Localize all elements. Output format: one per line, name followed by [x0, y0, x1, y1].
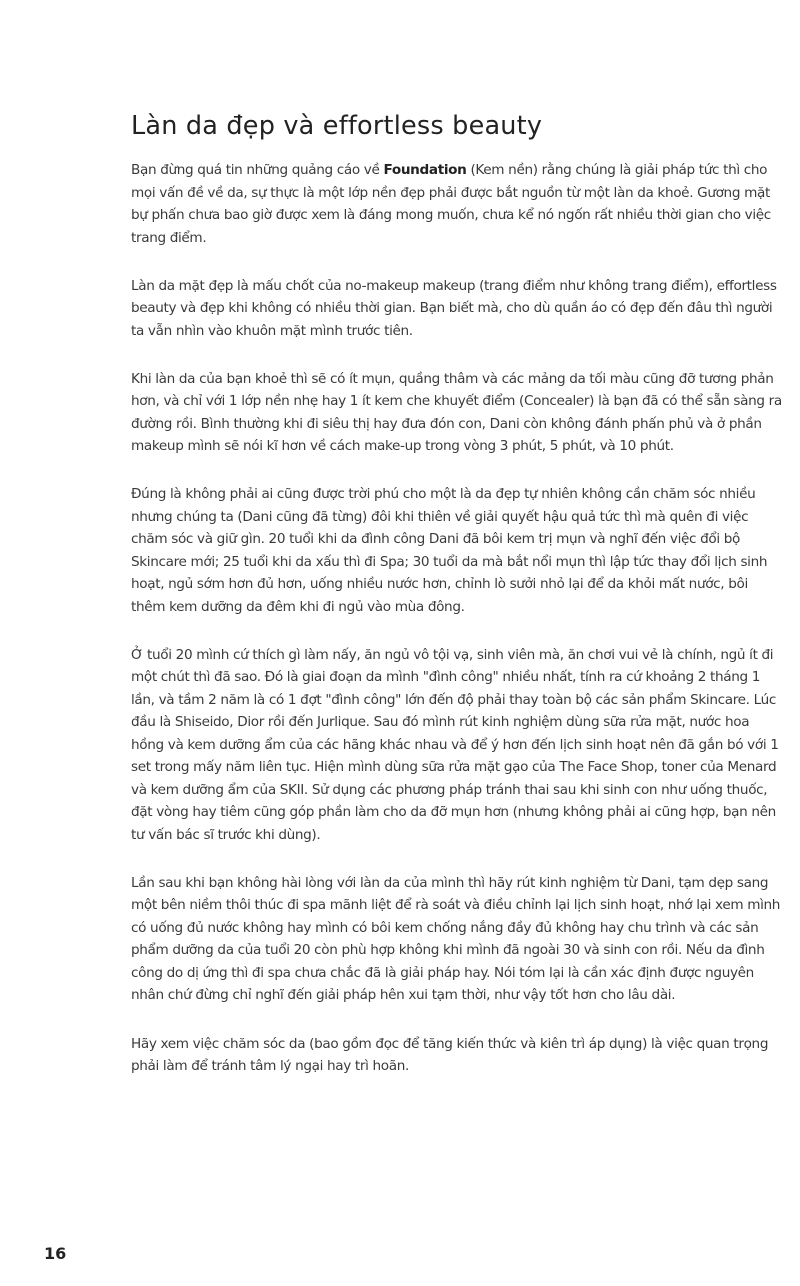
paragraph-1 — [131, 159, 783, 249]
paragraph-6: Lần sau khi bạn không hài lòng với làn da của mình thì hãy rút kinh nghiệm từ Dani, tạm dẹp sang một bên niềm thôi thúc đi spa mãnh liệt để rà soát và điều chỉnh lại lịch sinh hoạt, nhớ lại xem mình có uống đủ nước không hay mình có bôi kem chống nắng đầy đủ không hay chu trình và các sản phẩm dưỡng da của tuổi 20 còn phù hợp không khi mình đã ngoài 30 và sinh con rồi. Nếu da đình công do dị ứng thì đi spa chưa chắc đã là giải pháp hay. Nói tóm lại là cần xác định được nguyên nhân chứ đừng chỉ nghĩ đến giải pháp hên xui tạm thời, như vậy tốt hơn cho lâu dài. — [131, 874, 781, 1004]
paragraph-3: Khi làn da của bạn khoẻ thì sẽ có ít mụn, quầng thâm và các mảng da tối màu cũng đỡ tương phản hơn, và chỉ với 1 lớp nền nhẹ hay 1 ít kem che khuyết điểm (Concealer) là bạn đã có thể sẵn sàng ra đường rồi. Bình thường khi đi siêu thị hay đưa đón con, Dani còn không đánh phấn phủ và ở phần makeup mình sẽ nói kĩ hơn về cách make-up trong vòng 3 phút, 5 phút, và 10 phút. — [131, 370, 782, 455]
paragraph-2: Làn da mặt đẹp là mấu chốt của no-makeup makeup (trang điểm như không trang điểm), effortless beauty và đẹp khi không có nhiều thời gian. Bạn biết mà, cho dù quần áo có đẹp đến đâu thì người ta vẫn nhìn vào khuôn mặt mình trước tiên. — [131, 277, 777, 339]
paragraph-4: Đúng là không phải ai cũng được trời phú cho một là da đẹp tự nhiên không cần chăm sóc nhiều nhưng chúng ta (Dani cũng đã từng) đôi khi thiên về giải quyết hậu quả tức thì mà quên đi việc chăm sóc và giữ gìn. 20 tuổi khi da đình công Dani đã bôi kem trị mụn và nghĩ đến việc đổi bộ Skincare mới; 25 tuổi khi da xấu thì đi Spa; 30 tuổi da mà bắt nổi mụn thì lập tức thay đổi lịch sinh hoạt, ngủ sớm hơn đủ hơn, uống nhiều nước hơn, chỉnh lò sưởi nhỏ lại để da khỏi mất nước, bôi thêm kem dưỡng da đêm khi đi ngủ vào mùa đông. — [131, 486, 768, 615]
body-text — [131, 159, 783, 1103]
foundation-term: Foundation — [383, 162, 467, 178]
paragraph-7: Hãy xem việc chăm sóc da (bao gồm đọc để tăng kiến thức và kiên trì áp dụng) là việc quan trọng phải làm để tránh tâm lý ngại hay trì hoãn. — [131, 1035, 769, 1075]
paragraph-5: Ở tuổi 20 mình cứ thích gì làm nấy, ăn ngủ vô tội vạ, sinh viên mà, ăn chơi vui vẻ là chính, ngủ ít đi một chút thì đã sao. Đó là giai đoạn da mình "đình công" nhiều nhất, tính ra cứ khoảng 2 tháng 1 lần, và tầm 2 năm là có 1 đợt "đình công" lớn đến độ phải thay toàn bộ các sản phẩm Skincare. Lúc đầu là Shiseido, Dior rồi đến Jurlique. Sau đó mình rút kinh nghiệm dùng sữa rửa mặt, nước hoa hồng và kem dưỡng ẩm của các hãng khác nhau và để ý hơn đến lịch sinh hoạt nên đã gắn bó với 1 set trong mấy năm liên tục. Hiện mình dùng sữa rửa mặt gạo của The Face Shop, toner của Menard và kem dưỡng ẩm của SKII. Sử dụng các phương pháp tránh thai sau khi sinh con như uống thuốc, đặt vòng hay tiêm cũng góp phần làm cho da đỡ mụn hơn (nhưng không phải ai cũng hợp, bạn nên tư vấn bác sĩ trước khi dùng). — [131, 646, 779, 843]
paragraph-1-lead: Bạn đừng quá tin những quảng cáo về — [131, 162, 384, 178]
page-number: 16 — [44, 1244, 67, 1263]
paragraph-1-rest: (Kem nền) rằng chúng là giải pháp tức thì cho mọi vấn đề về da, sự thực là một lớp nền đẹp phải được bắt nguồn từ một làn da khoẻ. Gương mặt bự phấn chưa bao giờ được xem là đáng mong muốn, chưa kể nó ngốn rất nhiều thời gian cho việc trang điểm. — [131, 162, 771, 246]
section-heading: Làn da đẹp và effortless beauty — [131, 111, 543, 141]
